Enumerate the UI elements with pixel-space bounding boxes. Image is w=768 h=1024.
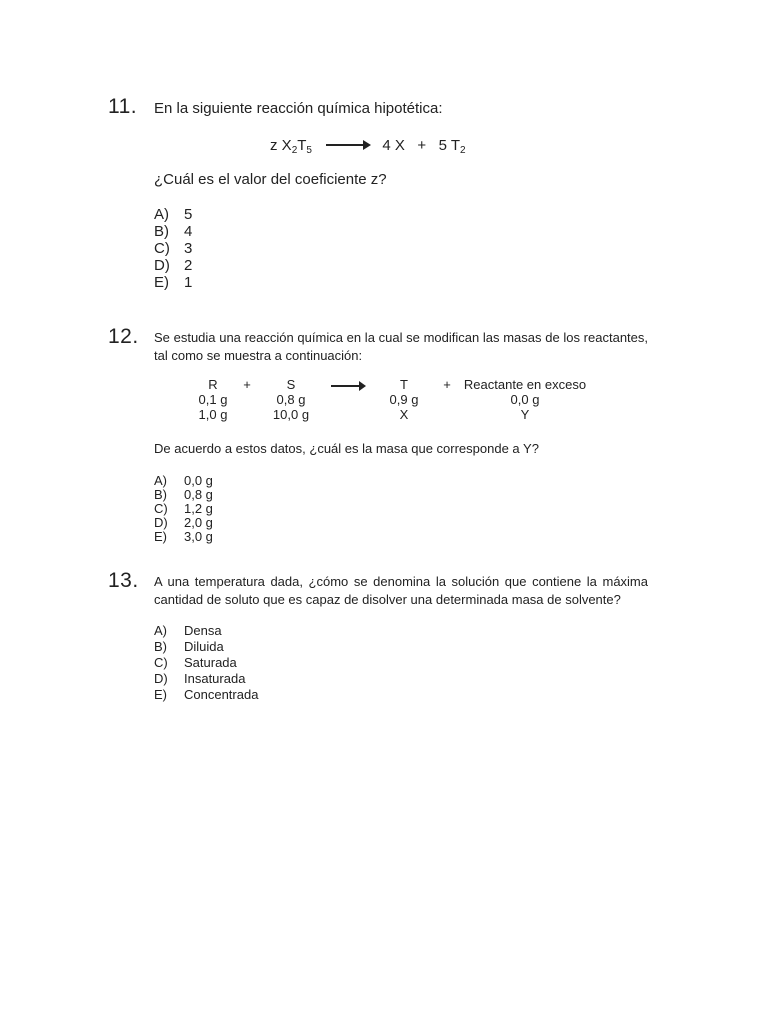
reaction-mass-table <box>194 377 590 422</box>
option-letter: B) <box>154 487 167 502</box>
cell-t: 0,9 g <box>389 392 419 407</box>
reactant-subscript-1: 2 <box>291 145 298 156</box>
option-letter: E) <box>154 274 169 291</box>
question-11 <box>108 97 648 291</box>
cell-r: 0,1 g <box>198 392 228 407</box>
question-number: 13. <box>108 569 139 592</box>
question-number: 11. <box>108 95 138 118</box>
option-d <box>154 516 648 530</box>
option-letter: C) <box>154 240 170 257</box>
option-letter: E) <box>154 687 167 702</box>
chemical-equation <box>270 137 648 155</box>
cell-excess: Y <box>520 407 530 422</box>
option-text: Diluida <box>184 639 224 654</box>
option-text: 0,0 g <box>184 473 213 488</box>
question-body <box>154 97 648 291</box>
answer-options <box>154 623 648 703</box>
option-e <box>154 687 648 703</box>
question-13 <box>108 571 648 703</box>
reaction-arrow-icon <box>331 385 363 387</box>
question-prompt: ¿Cuál es el valor del coeficiente z? <box>154 171 387 188</box>
option-d <box>154 671 648 687</box>
option-c <box>154 240 648 257</box>
question-stem: Se estudia una reacción química en la cual se modifican las masas de los reactantes, tal como se muestra a continuación: <box>154 330 648 363</box>
table-header-row <box>194 377 590 392</box>
coefficient: z <box>270 137 278 154</box>
question-prompt: De acuerdo a estos datos, ¿cuál es la masa que corresponde a Y? <box>154 441 539 456</box>
option-letter: D) <box>154 257 170 274</box>
option-d <box>154 257 648 274</box>
question-12 <box>108 327 648 544</box>
cell-s: 10,0 g <box>272 407 310 422</box>
reaction-arrow-icon <box>326 144 368 146</box>
header-plus: + <box>243 377 251 392</box>
question-stem: En la siguiente reacción química hipotética: <box>154 100 443 117</box>
option-c <box>154 655 648 671</box>
option-text: 1 <box>184 274 193 291</box>
option-c <box>154 502 648 516</box>
reactant <box>282 137 312 154</box>
option-text: Densa <box>184 623 222 638</box>
option-text: 0,8 g <box>184 487 213 502</box>
option-letter: D) <box>154 515 168 530</box>
option-text: 1,2 g <box>184 501 213 516</box>
option-letter: E) <box>154 529 167 544</box>
header-excess: Reactante en exceso <box>463 377 587 392</box>
option-text: Saturada <box>184 655 237 670</box>
option-letter: C) <box>154 501 168 516</box>
header-r: R <box>208 377 218 392</box>
header-s: S <box>286 377 296 392</box>
plus-sign: + <box>417 137 427 154</box>
header-arrow <box>320 377 374 392</box>
question-stem: A una temperatura dada, ¿cómo se denomina la solución que contiene la máxima cantidad de soluto que es capaz de disolver una determinada masa de solvente? <box>154 574 648 607</box>
product-2-element: 5 T <box>438 137 461 154</box>
option-b <box>154 639 648 655</box>
answer-options <box>154 474 648 544</box>
cell-t: X <box>399 407 409 422</box>
option-a <box>154 623 648 639</box>
table-row <box>194 407 590 422</box>
answer-options <box>154 206 648 291</box>
option-e <box>154 530 648 544</box>
header-plus: + <box>443 377 451 392</box>
option-letter: C) <box>154 655 168 670</box>
option-letter: A) <box>154 623 167 638</box>
reactant-subscript-2: 5 <box>306 145 312 156</box>
option-text: 3,0 g <box>184 529 213 544</box>
option-text: 2 <box>184 257 193 274</box>
option-text: 3 <box>184 240 193 257</box>
option-letter: B) <box>154 639 167 654</box>
table-row <box>194 392 590 407</box>
option-text: 2,0 g <box>184 515 213 530</box>
cell-excess: 0,0 g <box>510 392 540 407</box>
reactant-element-2: T <box>297 137 307 154</box>
question-body <box>154 327 648 544</box>
question-number: 12. <box>108 325 139 348</box>
question-body <box>154 571 648 703</box>
option-letter: A) <box>154 206 169 223</box>
option-b <box>154 223 648 240</box>
product-1: 4 X <box>382 137 405 154</box>
option-text: 4 <box>184 223 193 240</box>
option-letter: A) <box>154 473 167 488</box>
product-2 <box>439 137 466 154</box>
option-letter: B) <box>154 223 169 240</box>
cell-r: 1,0 g <box>198 407 228 422</box>
header-t: T <box>400 377 408 392</box>
option-text: Concentrada <box>184 687 259 702</box>
option-text: 5 <box>184 206 193 223</box>
option-a <box>154 206 648 223</box>
option-letter: D) <box>154 671 168 686</box>
option-text: Insaturada <box>184 671 246 686</box>
option-a <box>154 474 648 488</box>
cell-s: 0,8 g <box>276 392 306 407</box>
reactant-element-1: X <box>281 137 292 154</box>
product-2-subscript: 2 <box>460 145 466 156</box>
option-e <box>154 274 648 291</box>
option-b <box>154 488 648 502</box>
